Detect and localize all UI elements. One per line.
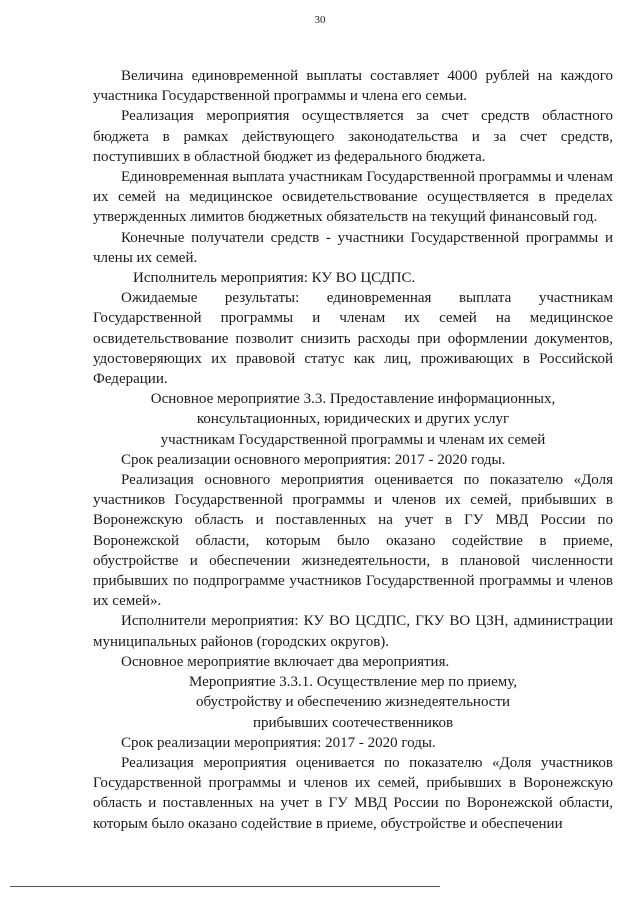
section-heading-3-3: [93, 389, 613, 450]
paragraph-main-indicator: Реализация основного мероприятия оценивается по показателю «Доля участников Государственной программы и членов их семей, прибывших в Воронежскую область и поставленных на учет в ГУ МВД России по Воронежской области, которым было оказано содействие в приеме, обустройстве и обеспечении жизнедеятельности, в плановой численности прибывших по подпрограмме участников Государственной программы и членов их семей».: [93, 472, 613, 610]
heading-line: Мероприятие 3.3.1. Осуществление мер по приему,: [189, 674, 517, 691]
footer-divider: [10, 886, 440, 887]
heading-line: консультационных, юридических и других услуг: [196, 411, 510, 428]
paragraph-main-executors: Исполнители мероприятия: КУ ВО ЦСДПС, ГКУ ВО ЦЗН, администрации муниципальных районов (городских округов).: [93, 613, 613, 650]
document-body: [93, 66, 613, 834]
paragraph-funding-source: Реализация мероприятия осуществляется за счет средств областного бюджета в рамках действующего законодательства и за счет средств, поступивших в областной бюджет из федерального бюджета.: [93, 108, 613, 165]
heading-line: участникам Государственной программы и членам их семей: [160, 431, 546, 448]
paragraph-final-recipients: Конечные получатели средств - участники Государственной программы и члены их семей.: [93, 229, 613, 266]
page-number: 30: [314, 14, 326, 26]
paragraph-main-term: Срок реализации основного мероприятия: 2017 - 2020 годы.: [121, 451, 506, 468]
heading-line: Основное мероприятие 3.3. Предоставление информационных,: [150, 391, 556, 408]
paragraph-medical-payment: Единовременная выплата участникам Государственной программы и членам их семей на медицинское освидетельствование осуществляется в пределах утвержденных лимитов бюджетных обязательств на текущий финансовый год.: [93, 169, 613, 226]
paragraph-event-term: Срок реализации мероприятия: 2017 - 2020 годы.: [121, 734, 436, 751]
paragraph-event-indicator: Реализация мероприятия оценивается по показателю «Доля участников Государственной программы и членов их семей, прибывших в Воронежскую область и поставленных на учет в ГУ МВД России по Воронежской области, которым было оказано содействие в приеме, обустройстве и обеспечении: [93, 754, 613, 832]
paragraph-payment-amount: Величина единовременной выплаты составляет 4000 рублей на каждого участника Государственной программы и члена его семьи.: [93, 68, 613, 105]
paragraph-expected-results: Ожидаемые результаты: единовременная выплата участникам Государственной программы и членам их семей на медицинское освидетельствование позволит снизить расходы при оформлении документов, удостоверяющих их правовой статус как лиц, проживающих в Российской Федерации.: [93, 290, 613, 388]
paragraph-executor: Исполнитель мероприятия: КУ ВО ЦСДПС.: [133, 270, 416, 287]
heading-line: прибывших соотечественников: [252, 714, 454, 731]
section-heading-3-3-1: [93, 672, 613, 733]
heading-line: обустройству и обеспечению жизнедеятельности: [195, 694, 511, 711]
paragraph-main-includes: Основное мероприятие включает два мероприятия.: [121, 653, 450, 670]
